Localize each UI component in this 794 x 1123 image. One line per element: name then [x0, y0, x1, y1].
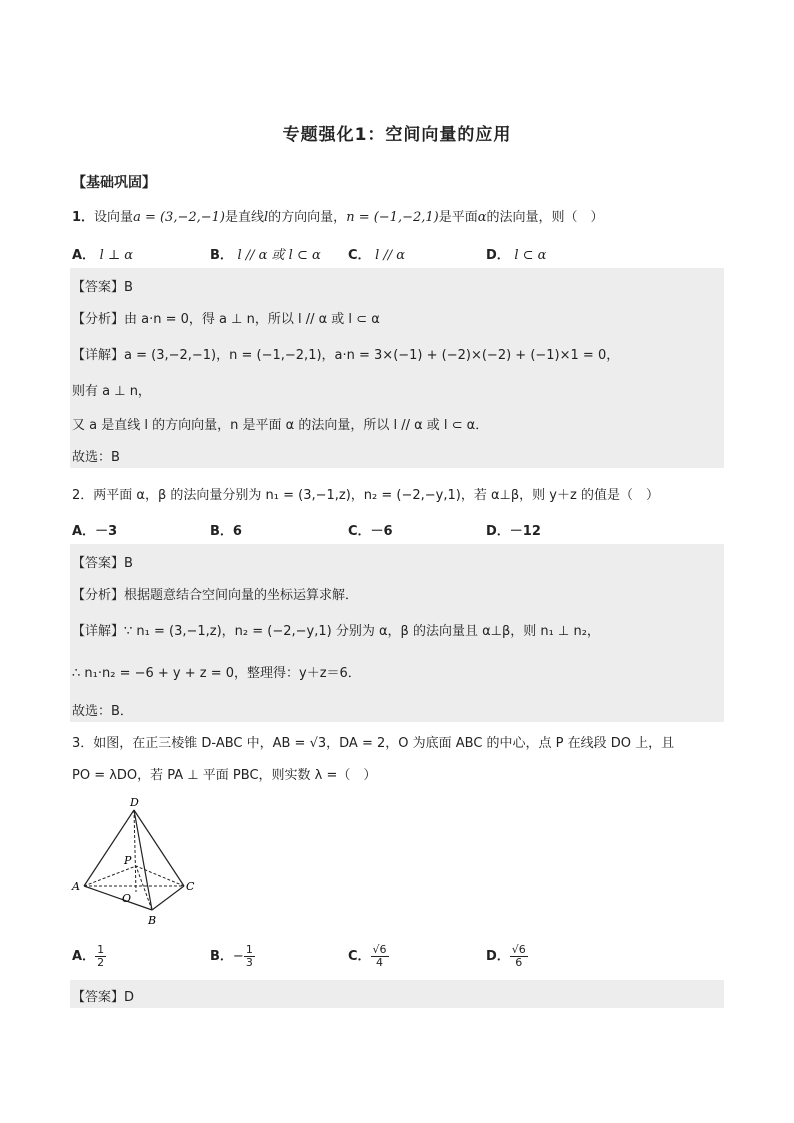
- q1-stem: 1．设向量a = (3,−2,−1)是直线l的方向向量，n = (−1,−2,1)是平面α的法向量，则（ ）: [72, 210, 604, 225]
- q3-stem-2: PO = λDO，若 PA ⊥ 平面 PBC，则实数 λ =（ ）: [72, 768, 377, 783]
- q1-detail-1: 【详解】a = (3,−2,−1)，n = (−1,−2,1)，a·n = 3×(−1) + (−2)×(−2) + (−1)×1 = 0，: [72, 348, 620, 363]
- q1-option-b[interactable]: B． l // α 或 l ⊂ α: [210, 248, 321, 263]
- q2-analysis: 【分析】根据题意结合空间向量的坐标运算求解．: [72, 588, 359, 603]
- q3-option-d[interactable]: D． $\frac{√6}{6}$: [486, 943, 526, 969]
- q1-number: 1．: [72, 210, 95, 225]
- q2-detail-2: ∴ n₁·n₂ = −6 + y + z = 0，整理得：y＋z＝6．: [72, 666, 361, 681]
- q2-option-d[interactable]: D．－12: [486, 524, 541, 539]
- section-heading: 【基础巩固】: [72, 175, 156, 191]
- q2-answer: 【答案】B: [72, 556, 133, 571]
- q1-detail-2: 则有 a ⊥ n，: [72, 384, 151, 399]
- q3-solution-box: [70, 980, 724, 1008]
- q1-analysis: 【分析】由 a·n = 0，得 a ⊥ n，所以 l // α 或 l ⊂ α: [72, 312, 380, 327]
- q1-option-a[interactable]: A． l ⊥ α: [72, 248, 134, 263]
- tetrahedron-figure: [66, 792, 206, 932]
- fig-label-d: D: [130, 796, 139, 809]
- q3-option-a[interactable]: A． $\frac{1}{2}$: [72, 943, 105, 969]
- q2-stem: 2．两平面 α，β 的法向量分别为 n₁ = (3,−1,z)，n₂ = (−2,−y,1)，若 α⊥β，则 y＋z 的值是（ ）: [72, 488, 659, 503]
- q3-answer: 【答案】D: [72, 990, 135, 1005]
- fig-label-c: C: [186, 880, 195, 893]
- q1-vector-n: n = (−1,−2,1): [346, 210, 439, 225]
- q1-choose: 故选：B: [72, 450, 120, 465]
- q2-option-c[interactable]: C．－6: [348, 524, 393, 539]
- q3-option-b[interactable]: B．− $\frac{1}{3}$: [210, 943, 253, 969]
- page-title: 专题强化1：空间向量的应用: [282, 125, 512, 145]
- q1-detail-3: 又 a 是直线 l 的方向向量，n 是平面 α 的法向量，所以 l // α 或 l ⊂ α．: [72, 418, 489, 433]
- fig-label-p: P: [124, 854, 132, 867]
- q2-choose: 故选：B．: [72, 704, 133, 719]
- q1-vector-a: a = (3,−2,−1): [133, 210, 225, 225]
- q1-solution-box: [70, 268, 724, 468]
- fig-label-b: B: [148, 914, 157, 927]
- q2-option-b[interactable]: B．6: [210, 524, 242, 539]
- q2-option-a[interactable]: A．－3: [72, 524, 118, 539]
- fig-label-a: A: [72, 880, 80, 893]
- q3-stem-1: 3．如图，在正三棱锥 D-ABC 中，AB = √3，DA = 2，O 为底面 ABC 的中心，点 P 在线段 DO 上，且: [72, 736, 675, 751]
- q3-option-c[interactable]: C． $\frac{√6}{4}$: [348, 943, 387, 969]
- q1-option-c[interactable]: C． l // α: [348, 248, 406, 263]
- fig-label-o: O: [122, 892, 132, 905]
- q1-answer: 【答案】B: [72, 280, 133, 295]
- q2-detail-1: 【详解】∵ n₁ = (3,−1,z)，n₂ = (−2,−y,1) 分别为 α，β 的法向量且 α⊥β，则 n₁ ⊥ n₂，: [72, 624, 600, 639]
- q1-option-d[interactable]: D． l ⊂ α: [486, 248, 547, 263]
